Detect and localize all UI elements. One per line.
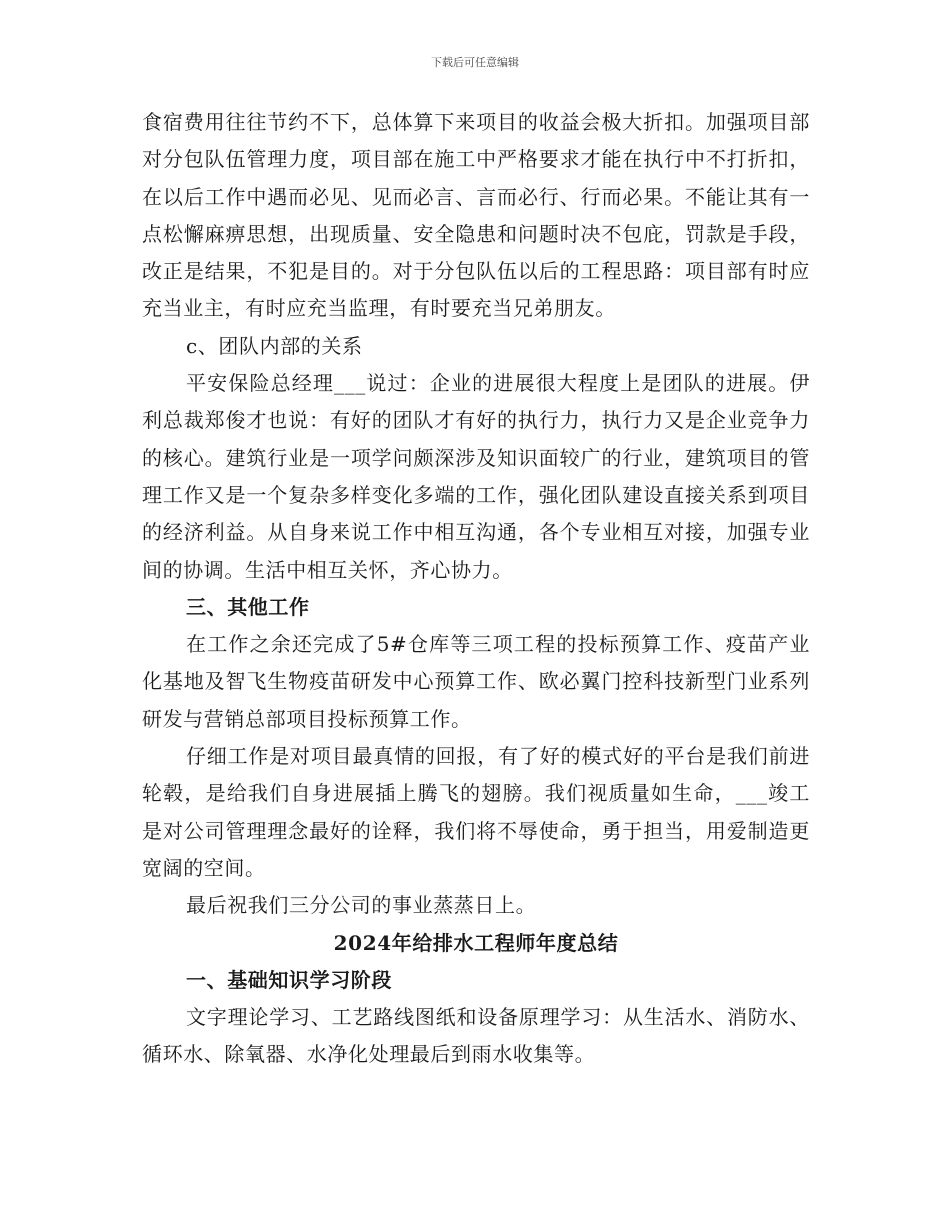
paragraph-quality: 仔细工作是对项目最真情的回报，有了好的模式好的平台是我们前进轮毂，是给我们自身进展插上腾飞的翅膀。我们视质量如生命，___竣工是对公司管理理念最好的诠释，我们将不辱使命，勇于担当，用爱制造更宽阔的空间。 [142,744,810,880]
paragraph-team-building: 平安保险总经理___说过：企业的进展很大程度上是团队的进展。伊利总裁郑俊才也说：有好的团队才有好的执行力，执行力又是企业竞争力的核心。建筑行业是一项学问颇深涉及知识面较广的行业，建筑项目的管理工作又是一个复杂多样变化多端的工作，强化团队建设直接关系到项目的经济利益。从自身来说工作中相互沟通，各个专业相互对接，加强专业间的协调。生活中相互关怀，齐心协力。 [142,371,810,582]
paragraph-bidding-work: 在工作之余还完成了5#仓库等三项工程的投标预算工作、疫苗产业化基地及智飞生物疫苗研发中心预算工作、欧必翼门控科技新型门业系列研发与营销总部项目投标预算工作。 [142,632,810,731]
document-title: 2024年给排水工程师年度总结 [333,930,619,955]
section-heading-basic-knowledge: 一、基础知识学习阶段 [186,967,392,992]
paragraph-subcontractor-management: 食宿费用往往节约不下，总体算下来项目的收益会极大折扣。加强项目部对分包队伍管理力度，项目部在施工中严格要求才能在执行中不打折扣，在以后工作中遇而必见、见而必言、言而必行、行而必果。不能让其有一点松懈麻痹思想，出现质量、安全隐患和问题时决不包庇，罚款是手段，改正是结果，不犯是目的。对于分包队伍以后的工程思路：项目部有时应充当业主，有时应充当监理，有时要充当兄弟朋友。 [142,110,810,321]
document-body [142,104,810,1074]
paragraph-theory-study: 文字理论学习、工艺路线图纸和设备原理学习：从生活水、消防水、循环水、除氧器、水净化处理最后到雨水收集等。 [142,1005,810,1067]
paragraph-closing-wish: 最后祝我们三分公司的事业蒸蒸日上。 [186,893,537,918]
section-heading-other-work: 三、其他工作 [186,594,310,619]
subheading-team-relations: c、团队内部的关系 [186,333,363,358]
header-note: 下载后可任意编辑 [431,56,519,69]
